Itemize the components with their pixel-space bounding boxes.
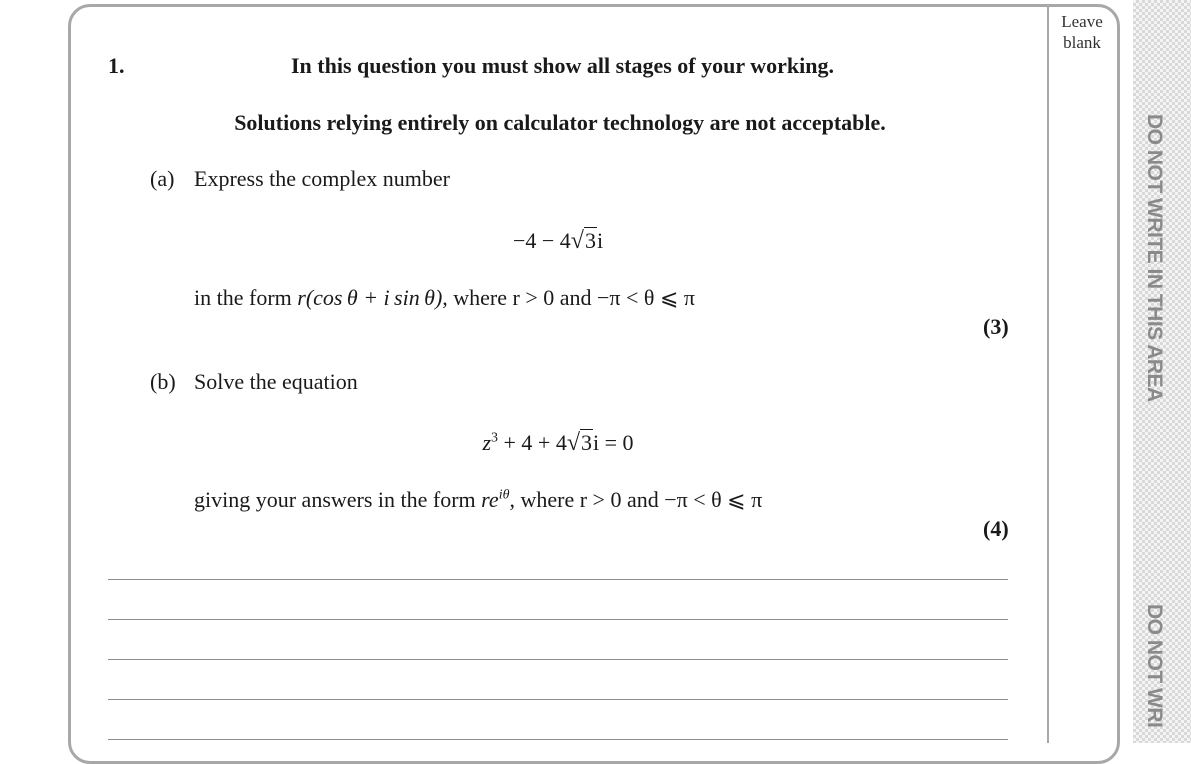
leave-blank-label [1052, 11, 1112, 53]
part-a-form-expr: r(cos θ + i sin θ) [297, 285, 443, 310]
part-b-marks: (4) [983, 516, 1009, 541]
leave-blank-line1: Leave [1061, 12, 1103, 31]
part-a-marks: (3) [983, 314, 1009, 339]
part-b-radicand: 3 [581, 430, 593, 455]
part-b-eq-power: 3 [491, 430, 499, 446]
part-a-expr-suffix: i [596, 228, 604, 253]
answer-line[interactable] [108, 739, 1008, 740]
instruction-show-working: In this question you must show all stages of your working. [291, 53, 834, 78]
answer-line[interactable] [108, 699, 1008, 700]
margin-warning: DO NOT WRITE IN THIS AREA [1143, 114, 1166, 402]
sqrt-symbol: √3 [566, 430, 593, 456]
part-a-form-line [194, 285, 695, 311]
margin-warning-repeat: DO NOT WRI [1143, 604, 1166, 728]
part-b-eq-suffix: i = 0 [593, 430, 634, 455]
part-b-condition: , where r > 0 and −π < θ ⩽ π [509, 487, 763, 512]
part-b-answer-text: giving your answers in the form [194, 487, 476, 512]
part-a-label: (a) [150, 166, 175, 191]
answer-line[interactable] [108, 579, 1008, 580]
part-b-answer-form-base: re [481, 487, 499, 512]
part-b-answer-form-power: iθ [498, 487, 510, 503]
sqrt-symbol: √3 [570, 228, 596, 254]
leave-blank-line2: blank [1063, 33, 1101, 52]
part-a-form-text: in the form [194, 285, 292, 310]
part-a-prompt: Express the complex number [194, 166, 450, 191]
part-b-equation [0, 430, 1116, 457]
part-b-eq-var: z [482, 430, 492, 455]
instruction-no-calculator: Solutions relying entirely on calculator technology are not acceptable. [234, 110, 886, 135]
part-a-expr-prefix: −4 − 4 [512, 228, 571, 253]
part-b-answer-form-line [194, 487, 762, 513]
part-a-radicand: 3 [584, 228, 596, 253]
answer-line[interactable] [108, 659, 1008, 660]
answer-line[interactable] [108, 619, 1008, 620]
question-number: 1. [108, 53, 125, 78]
part-a-condition: , where r > 0 and −π < θ ⩽ π [442, 285, 696, 310]
part-b-prompt: Solve the equation [194, 369, 358, 394]
part-a-complex-number [0, 228, 1116, 255]
part-b-label: (b) [150, 369, 176, 394]
part-b-eq-middle: + 4 + 4 [498, 430, 567, 455]
